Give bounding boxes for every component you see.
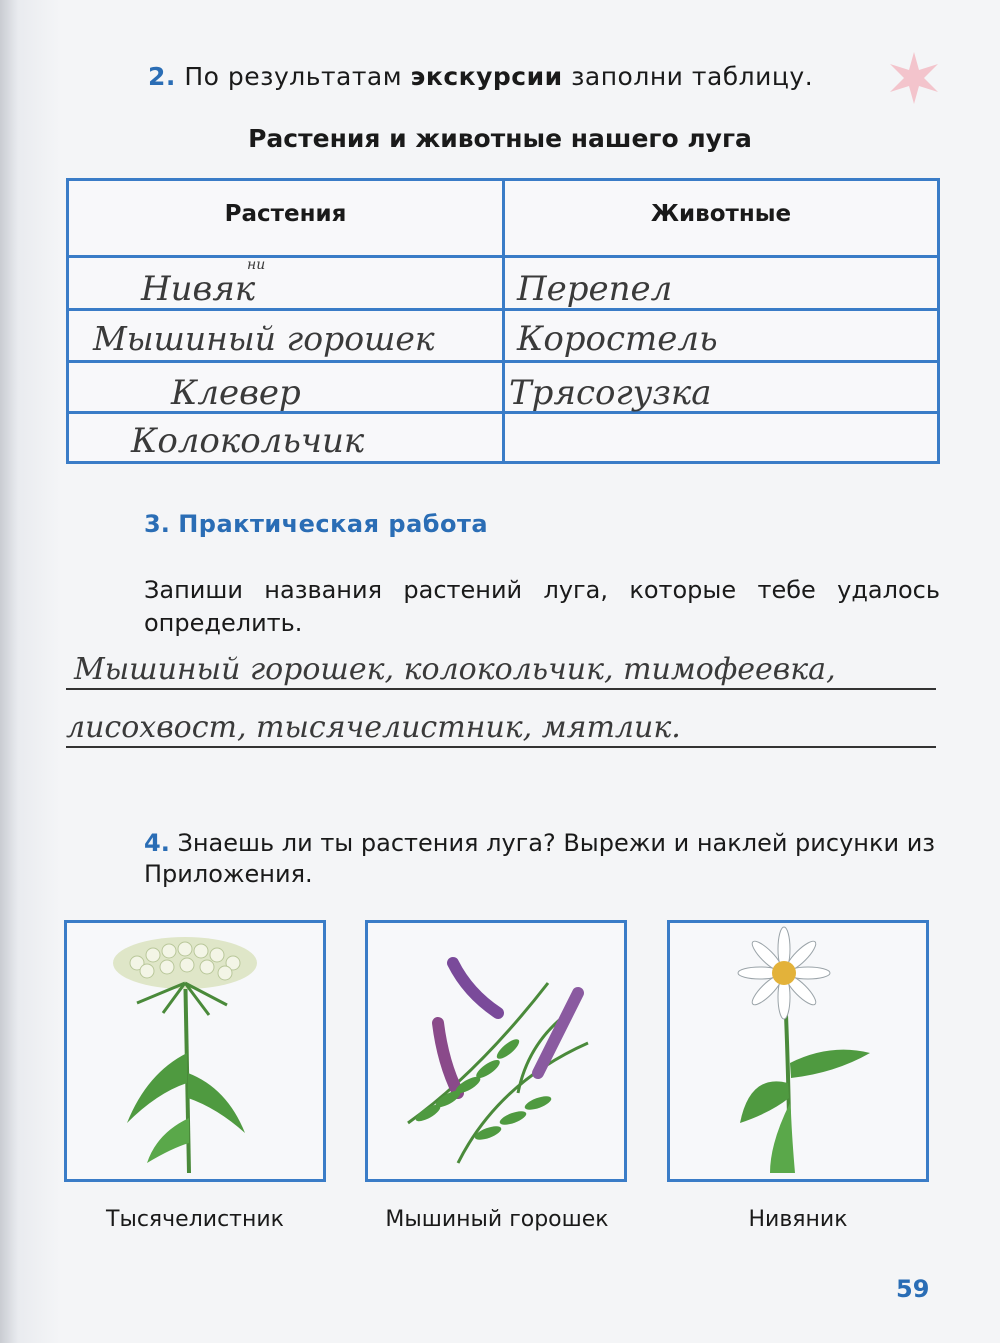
table-cell-plant: Нивяк: [141, 269, 256, 309]
table-title: Растения и животные нашего луга: [248, 124, 752, 153]
task3-title: Практическая работа: [178, 510, 489, 538]
task4-heading: [144, 828, 940, 890]
plants-animals-table: [66, 178, 940, 464]
daisy-illustration-icon: [670, 923, 926, 1179]
task2-text-before: По результатам: [184, 62, 411, 91]
table-cell-animal: Трясогузка: [509, 373, 712, 413]
handwritten-answer-line-2: лисохвост, тысячелистник, мятлик.: [66, 710, 681, 745]
plant-card-yarrow: [64, 920, 326, 1182]
caption-vetch: Мышиный горошек: [385, 1207, 609, 1232]
caption-yarrow: Тысячелистник: [106, 1207, 284, 1232]
page-number: 59: [896, 1275, 930, 1303]
table-cell-plant: Клевер: [171, 373, 301, 413]
writing-line: [66, 688, 936, 690]
writing-line: [66, 746, 936, 748]
vetch-illustration-icon: [368, 923, 624, 1179]
column-header-plants: Растения: [224, 201, 347, 227]
task4-text: Знаешь ли ты растения луга? Вырежи и наклей рисунки из Приложения.: [144, 829, 936, 888]
task2-text-after: заполни таблицу.: [562, 62, 814, 91]
task4-number: 4.: [144, 829, 170, 857]
caption-daisy: Нивяник: [748, 1207, 848, 1232]
handwritten-correction: ни: [247, 257, 266, 273]
task3-number: 3.: [144, 510, 170, 538]
task2-number: 2.: [148, 62, 176, 91]
plant-card-vetch: [365, 920, 627, 1182]
plant-card-daisy: [667, 920, 929, 1182]
task2-text-bold: экскурсии: [410, 62, 563, 91]
column-header-animals: Животные: [650, 201, 792, 227]
table-cell-animal: Коростель: [517, 319, 718, 359]
task3-heading: [144, 510, 488, 538]
task3-text: Запиши названия растений луга, которые тебе удалось определить.: [144, 576, 940, 637]
star-icon: [886, 50, 942, 106]
table-cell-plant: Мышиный горошек: [93, 319, 435, 358]
task2-heading: [148, 62, 813, 91]
table-cell-plant: Колокольчик: [131, 421, 365, 461]
handwritten-answer-line-1: Мышиный горошек, колокольчик, тимофеевка,: [74, 652, 836, 687]
yarrow-illustration-icon: [67, 923, 323, 1179]
table-cell-animal: Перепел: [517, 269, 673, 309]
